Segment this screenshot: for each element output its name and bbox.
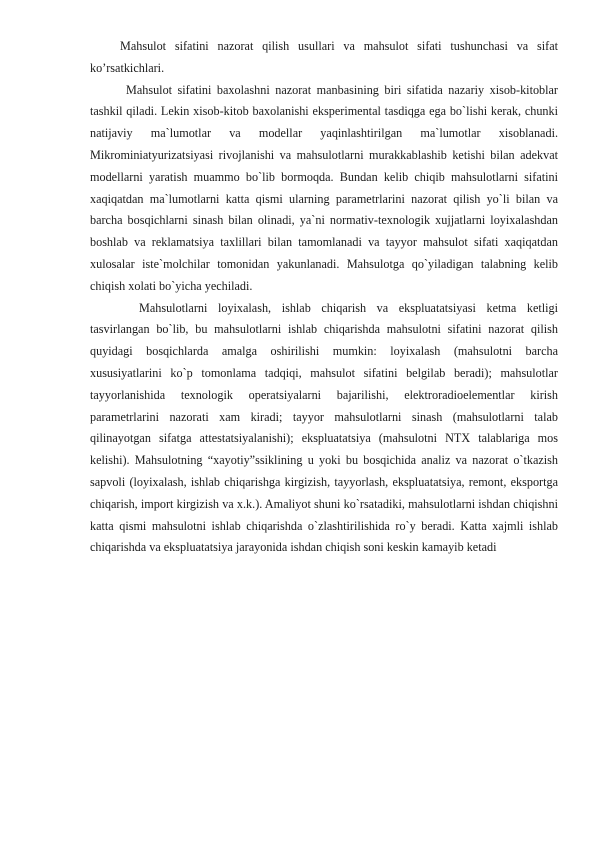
document-body	[90, 36, 558, 559]
section-heading-paragraph: Mahsulot sifatini nazorat qilish usullari va mahsulot sifati tushunchasi va sifat ko’rsatkichlari.	[90, 39, 558, 75]
body-paragraph: Mahsulotlarni loyixalash, ishlab chiqarish va ekspluatatsiyasi ketma ketligi tasvirlangan bo`lib, bu mahsulotlarni ishlab chiqarishda mahsulotni sifatini nazorat qilish quyidagi bosqichlarda amalga oshirilishi mumkin: loyixalash (mahsulotni barcha xususiyatlarini ko`p tomonlama tadqiqi, mahsulot sifatini belgilab beradi); mahsulotlar tayyorlanishida texnologik operatsiyalarni bajarilishi, elektroradioelementlar kirish parametrlarini nazorati xam kiradi; tayyor mahsulotlarni sinash (mahsulotlarni talab qilinayotgan sifatga attestatsiyalanishi); ekspluatatsiya (mahsulotni NTX talablariga mos kelishi). Mahsulotning “xayotiy”ssiklining u yoki bu bosqichida analiz va nazorat o`tkazish sapvoli (loyixalash, ishlab chiqarishga kirgizish, tayyorlash, ekspluatatsiya, remont, eksportga chiqarish, import kirgizish va x.k.). Amaliyot shuni ko`rsatadiki, mahsulotlarni ishdan chiqishni katta qismi mahsulotni ishlab chiqarishda o`zlashtirilishida ro`y beradi. Katta xajmli ishlab chiqarishda va ekspluatatsiya jarayonida ishdan chiqish soni keskin kamayib ketadi	[90, 300, 558, 555]
body-paragraph: Mahsulot sifatini baxolashni nazorat manbasining biri sifatida nazariy xisob-kitoblar tashkil qiladi. Lekin xisob-kitob baxolanishi eksperimental tasdiqga ega bo`lishi kerak, chunki natijaviy ma`lumotlar va modellar yaqinlashtirilgan ma`lumotlar xisoblanadi. Mikrominiatyurizatsiyasi rivojlanishi va mahsulotlarni murakkablashib ketishi bilan adekvat modellarni yaratish muammo bo`lib bormoqda. Bundan kelib chiqib mahsulotlarni sifatini xaqiqatdan ma`lumotlarni katta qismi ularning parametrlarini nazorat qilish yo`li bilan va barcha bosqichlarni sinash bilan olinadi, ya`ni normativ-texnologik xujjatlarni loyixalashdan boshlab va reklamatsiya taxlillari bilan tamomlanadi va tayyor mahsulot sifati xaqiqatdan xulosalar iste`molchilar tomonidan yakunlanadi. Mahsulotga qo`yiladigan talabning kelib chiqish xolati bo`yicha yechiladi.	[90, 82, 558, 293]
